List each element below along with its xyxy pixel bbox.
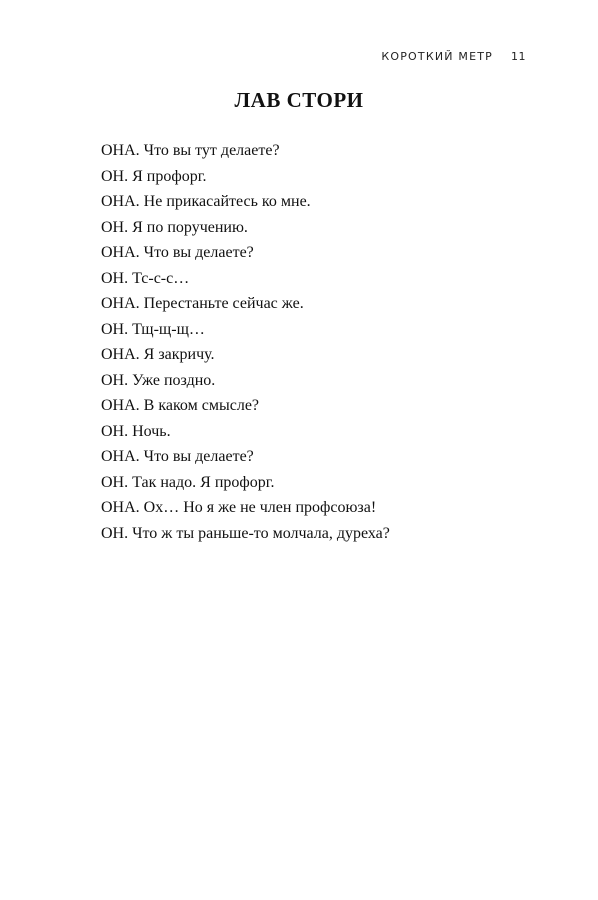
play-title: ЛАВ СТОРИ (234, 88, 364, 112)
dialogue-line: ОНА. Что вы делаете? (101, 448, 254, 465)
dialogue-line: ОН. Ночь. (101, 422, 171, 440)
dialogue-line: ОН. Уже поздно. (101, 371, 216, 389)
dialogue-line: ОНА. Ох… Но я же не член профсоюза! (101, 499, 377, 516)
running-title: КОРОТКИЙ МЕТР (381, 50, 493, 63)
dialogue-line: ОН. Так надо. Я профорг. (101, 473, 275, 491)
dialogue-line: ОНА. Не прикасайтесь ко мне. (101, 193, 311, 210)
dialogue-line: ОНА. Что вы делаете? (101, 244, 254, 261)
dialogue-line: ОН. Что ж ты раньше-то молчала, дуреха? (101, 524, 390, 542)
dialogue-list (101, 138, 390, 546)
dialogue-line: ОНА. Я закричу. (101, 346, 215, 363)
dialogue-line: ОН. Я профорг. (101, 167, 207, 185)
dialogue-line: ОНА. В каком смысле? (101, 397, 260, 414)
dialogue-line: ОНА. Перестаньте сейчас же. (101, 295, 304, 312)
running-header (381, 50, 526, 63)
dialogue-line: ОН. Я по поручению. (101, 218, 248, 236)
dialogue-line: ОН. Тщ-щ-щ… (101, 320, 205, 338)
dialogue-line: ОН. Тс-с-с… (101, 269, 190, 287)
dialogue-line: ОНА. Что вы тут делаете? (101, 142, 280, 159)
page-number: 11 (511, 50, 526, 63)
